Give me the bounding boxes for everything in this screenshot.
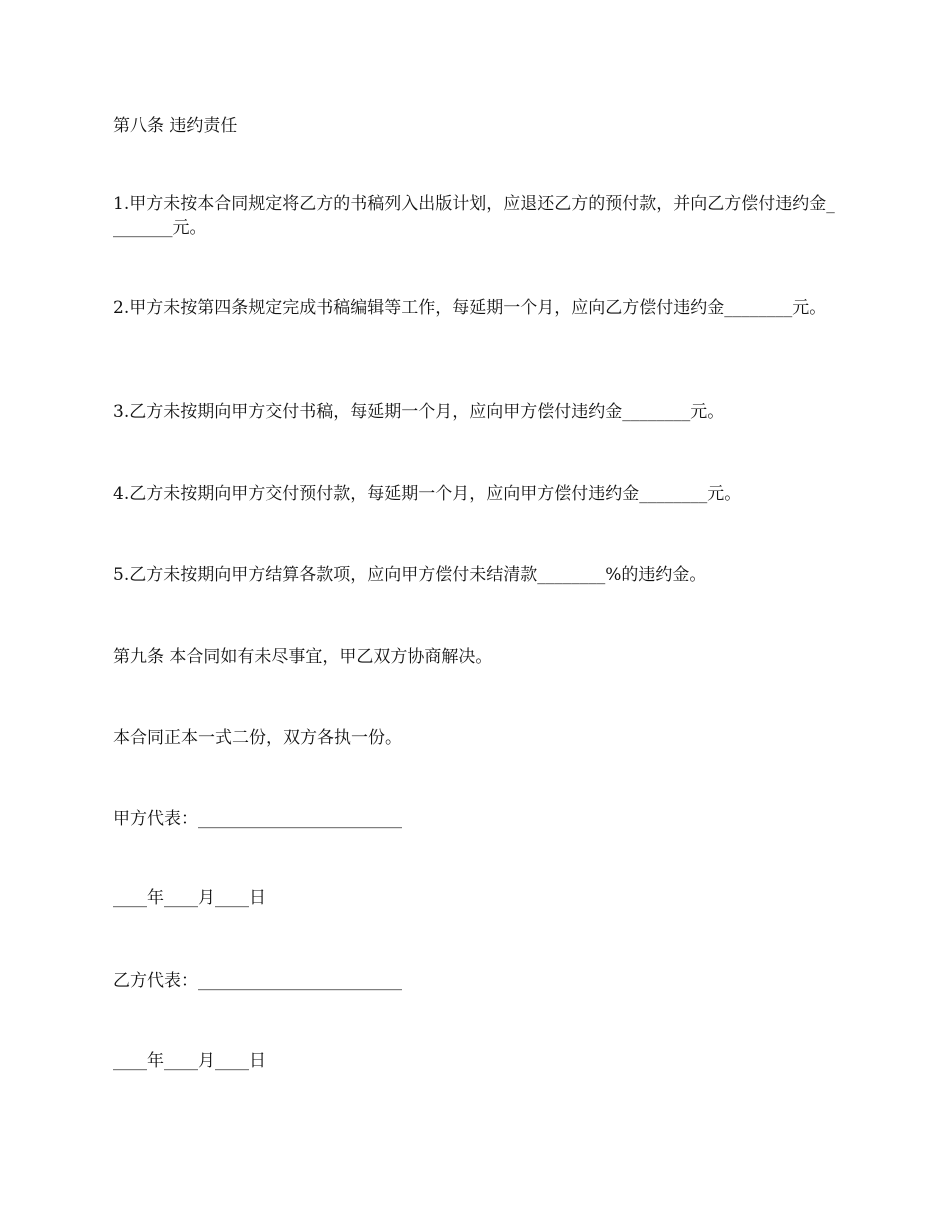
article-8-heading: 第八条 违约责任 [113, 116, 238, 136]
clause-1: 1.甲方未按本合同规定将乙方的书稿列入出版计划，应退还乙方的预付款，并向乙方偿付违约金________元。 [113, 194, 835, 238]
copies-statement: 本合同正本一式二份，双方各执一份。 [113, 728, 402, 748]
party-a-signature-line: 甲方代表：________________________ [113, 809, 402, 829]
article-9: 第九条 本合同如有未尽事宜，甲乙双方协商解决。 [113, 647, 493, 667]
clause-4: 4.乙方未按期向甲方交付预付款，每延期一个月，应向甲方偿付违约金________元。 [113, 484, 742, 504]
party-a-date-line: ____年____月____日 [113, 888, 266, 908]
clause-3: 3.乙方未按期向甲方交付书稿，每延期一个月，应向甲方偿付违约金________元。 [113, 402, 725, 422]
party-b-date-line: ____年____月____日 [113, 1051, 266, 1071]
clause-5: 5.乙方未按期向甲方结算各款项，应向甲方偿付未结清款________%的违约金。 [113, 565, 707, 585]
clause-2: 2.甲方未按第四条规定完成书稿编辑等工作，每延期一个月，应向乙方偿付违约金________元。 [113, 298, 827, 318]
party-b-signature-line: 乙方代表：________________________ [113, 971, 402, 991]
